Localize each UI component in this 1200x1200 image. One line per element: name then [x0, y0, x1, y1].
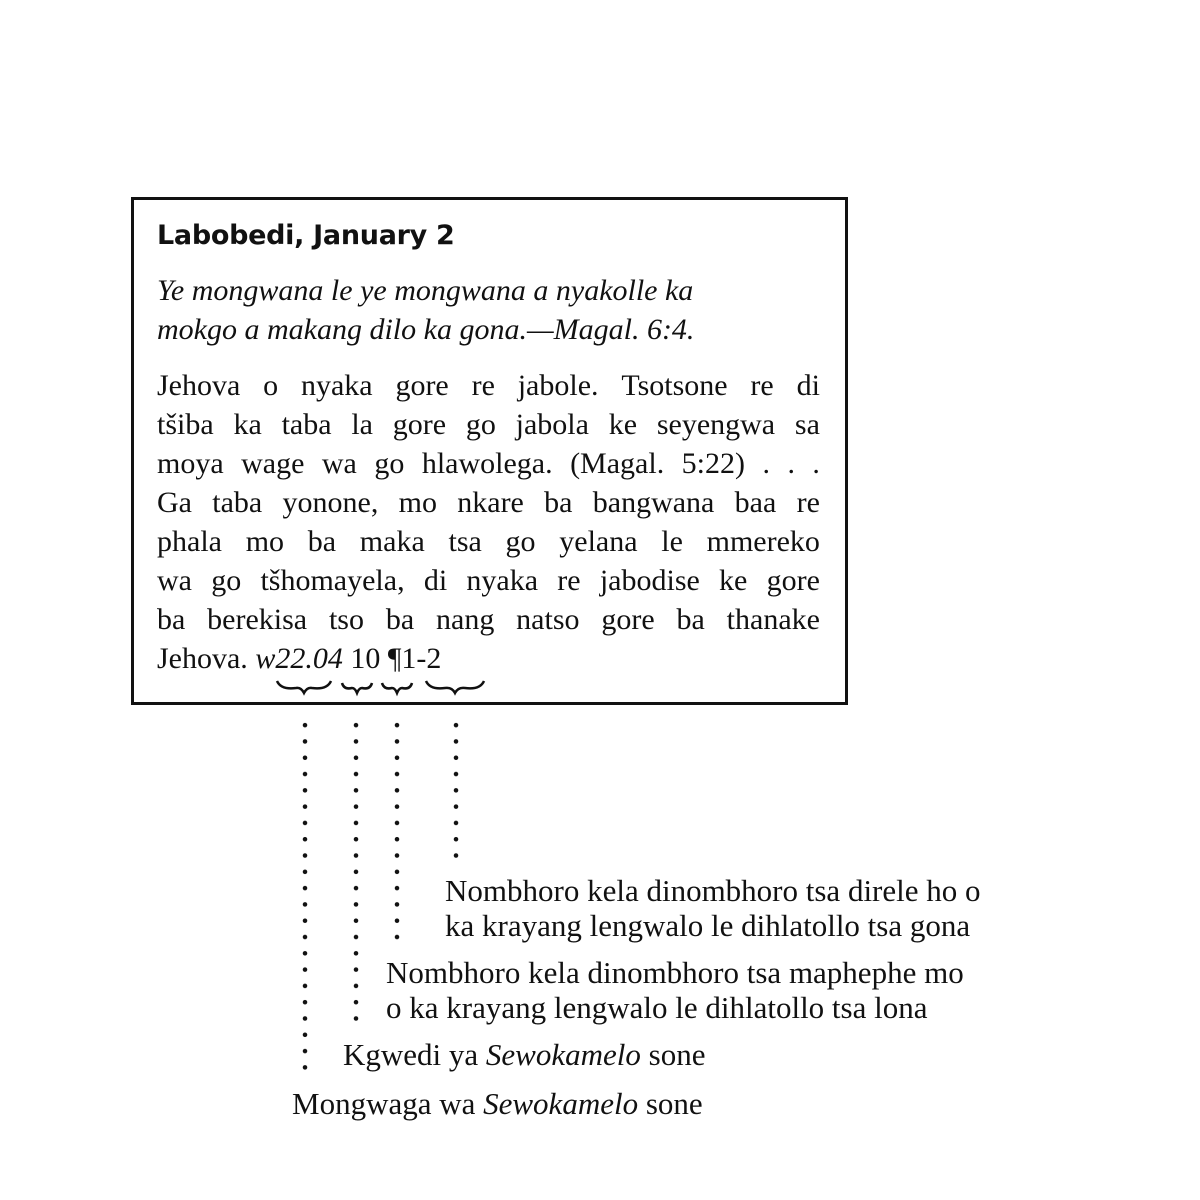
card-title: Labobedi, January 2 — [157, 220, 455, 251]
dotted-leader-year — [302, 717, 308, 1075]
dotted-leader-month — [353, 717, 359, 1025]
label-paragraphs: Nombhoro kela dinombhoro tsa direle ho o ka krayang lengwalo le dihlatollo tsa gona — [445, 873, 981, 943]
body-line: Ga taba yonone, mo nkare ba bangwana baa re — [157, 486, 820, 519]
body-line: ba berekisa tso ba nang natso gore ba thanake — [157, 603, 820, 636]
verse-line: Ye mongwana le ye mongwana a nyakolle ka — [157, 274, 694, 307]
last-word: Jehova. — [157, 642, 248, 675]
verse-line: mokgo a makang dilo ka gona.—Magal. 6:4. — [157, 313, 695, 346]
body-line: Jehova o nyaka gore re jabole. Tsotsone re di — [157, 369, 820, 402]
brace-paragraphs — [426, 681, 484, 693]
label-page: Nombhoro kela dinombhoro tsa maphephe mo o ka krayang lengwalo le dihlatollo tsa lona — [386, 955, 964, 1025]
label-year: Mongwaga wa Sewokamelo sone — [292, 1086, 703, 1121]
brace-page — [382, 683, 412, 693]
dotted-leader-paragraphs — [453, 717, 459, 863]
label-month: Kgwedi ya Sewokamelo sone — [343, 1037, 706, 1072]
body-line: wa go tšhomayela, di nyaka re jabodise ke gore — [157, 564, 820, 597]
body-line: moya wage wa go hlawolega. (Magal. 5:22) . . . — [157, 447, 820, 480]
ref-paragraphs: ¶1-2 — [387, 642, 442, 675]
brace-publication-issue — [342, 683, 372, 693]
ref-publication: w22.04 — [255, 642, 343, 675]
ref-page: 10 — [350, 642, 381, 675]
dotted-leader-page — [394, 717, 400, 945]
brace-year-month — [277, 681, 331, 693]
body-line: phala mo ba maka tsa go yelana le mmereko — [157, 525, 820, 558]
body-line: tšiba ka taba la gore go jabola ke seyengwa sa — [157, 408, 820, 441]
